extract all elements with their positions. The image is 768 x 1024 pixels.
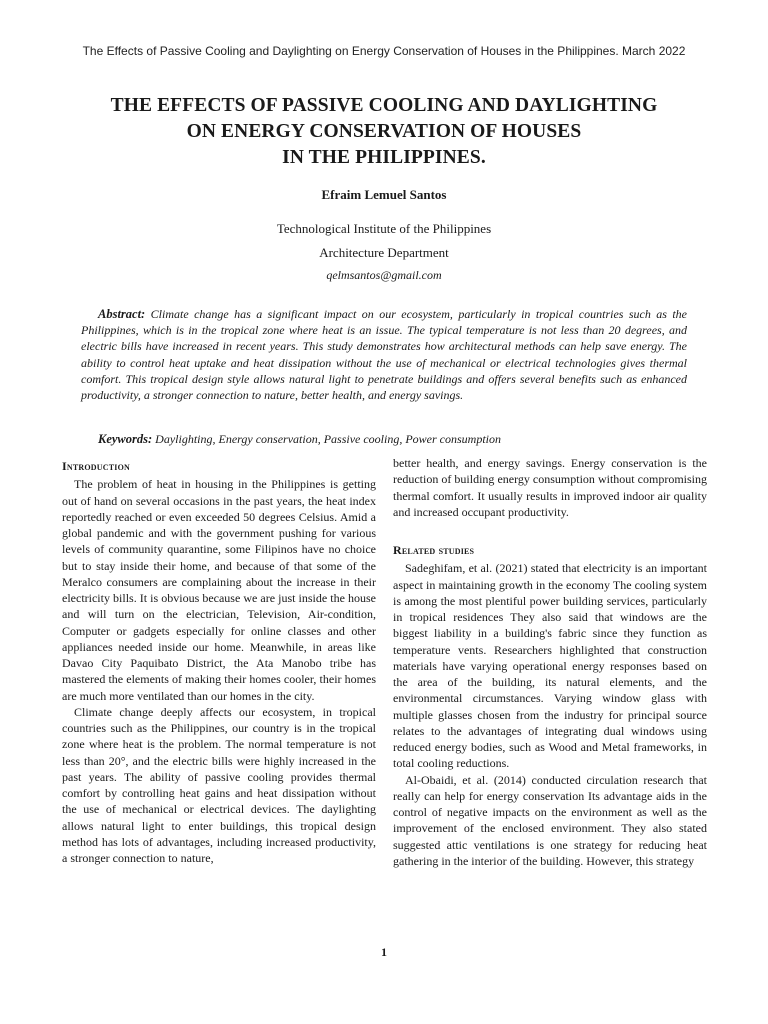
title-line-3: IN THE PHILIPPINES. (282, 147, 486, 168)
intro-paragraph-continued: better health, and energy savings. Energy conservation is the reduction of building energy consumption without compromising thermal comfort. It usually results in improved indoor air quality and increased occupant productivity. (393, 456, 707, 519)
intro-paragraph-2: Climate change deeply affects our ecosystem, in tropical countries such as the Philippines, our country is in the tropical zone where heat is the problem. The normal temperature is not less than 20°, and the electric bills were highly increased in the past years. The ability of passive cooling provides thermal comfort by controlling heat gains and heat dissipation without the use of mechanical or electrical devices. The daylighting allows natural light to enter buildings, this tropical design method has lots of advantages, including increased productivity, a stronger connection to nature, (62, 704, 376, 865)
intro-paragraph-1: The problem of heat in housing in the Philippines is getting out of hand on several occasions in the past years, the heat index reportedly reached or even exceeded 50 degrees Celsius. Amid a global pandemic and with the government pushing for various levels of community quarantine, some Filipinos have no choice but to stay inside their home, and because of that some of the Meralco consumers are complaining about the increase in their electricity bills. It is obvious because we are just inside the house and will turn on the electrician, Television, Air-condition, Computer or gadgets especially for online classes and other appliances needed inside our home. Meanwhile, in areas like Davao City Paquibato District, the Ata Manobo tribe has mastered the elements of making their homes cooler, their homes are much more ventilated than our homes in the city. (62, 477, 376, 703)
abstract-label: Abstract: (98, 307, 146, 321)
section-heading-related-studies: Related studies (393, 543, 475, 557)
left-column (62, 458, 376, 866)
running-header: The Effects of Passive Cooling and Daylighting on Energy Conservation of Houses in the Philippines. March 2022 (82, 44, 686, 58)
related-paragraph-2: Al-Obaidi, et al. (2014) conducted circulation research that really can help for energy conservation Its advantage aids in the control of negative impacts on the environment as well as the improvement of the enclosed environment. They also stated suggested attic ventilations is one strategy for reducing heat gathering in the interior of the building. However, this strategy (393, 772, 707, 868)
abstract-text: Climate change has a significant impact on our ecosystem, particularly in tropical countries such as the Philippines, which is in the tropical zone where heat is an issue. The typical temperature is not less than 20 degrees, and electric bills have increased in recent years. This study demonstrates how architectural methods can help save energy. The ability to control heat uptake and heat dissipation without the use of mechanical or electrical technologies gives thermal comfort. This tropical design style allows natural light to penetrate buildings and offers several benefits such as enhanced productivity, a stronger connection to nature, better health, and energy savings. (81, 307, 687, 403)
keywords-text: Daylighting, Energy conservation, Passive cooling, Power consumption (155, 432, 502, 446)
abstract (81, 306, 687, 403)
section-heading-introduction: Introduction (62, 459, 130, 473)
related-paragraph-1: Sadeghifam, et al. (2021) stated that electricity is an important aspect in maintaining growth in the economy The cooling system is among the most plentiful power building services, particularly in tropical residences They also said that windows are the biggest liability in a building's fabric since they function as temperature vents. Researchers highlighted that construction materials have varying operational energy responses based on the area of the building, its natural elements, and the environmental circumstances. Varying window glass with multiple glasses chosen from the industry for principal source relates to the advantages of integrating dual windows using reduced energy bodies, such as Wood and Metal frameworks, in total cooling reductions. (393, 561, 707, 771)
affiliation-institute: Technological Institute of the Philippines (276, 221, 492, 236)
author-name: Efraim Lemuel Santos (321, 187, 447, 202)
keywords-label: Keywords: (98, 432, 153, 446)
title-line-2: ON ENERGY CONSERVATION OF HOUSES (186, 121, 582, 142)
keywords (98, 432, 698, 447)
paper-title (40, 93, 728, 171)
author-email: qelmsantos@gmail.com (326, 268, 442, 282)
page-number: 1 (381, 945, 387, 959)
affiliation-department: Architecture Department (319, 245, 449, 260)
right-column (393, 455, 707, 869)
title-line-1: THE EFFECTS OF PASSIVE COOLING AND DAYLIGHTING (110, 95, 658, 116)
